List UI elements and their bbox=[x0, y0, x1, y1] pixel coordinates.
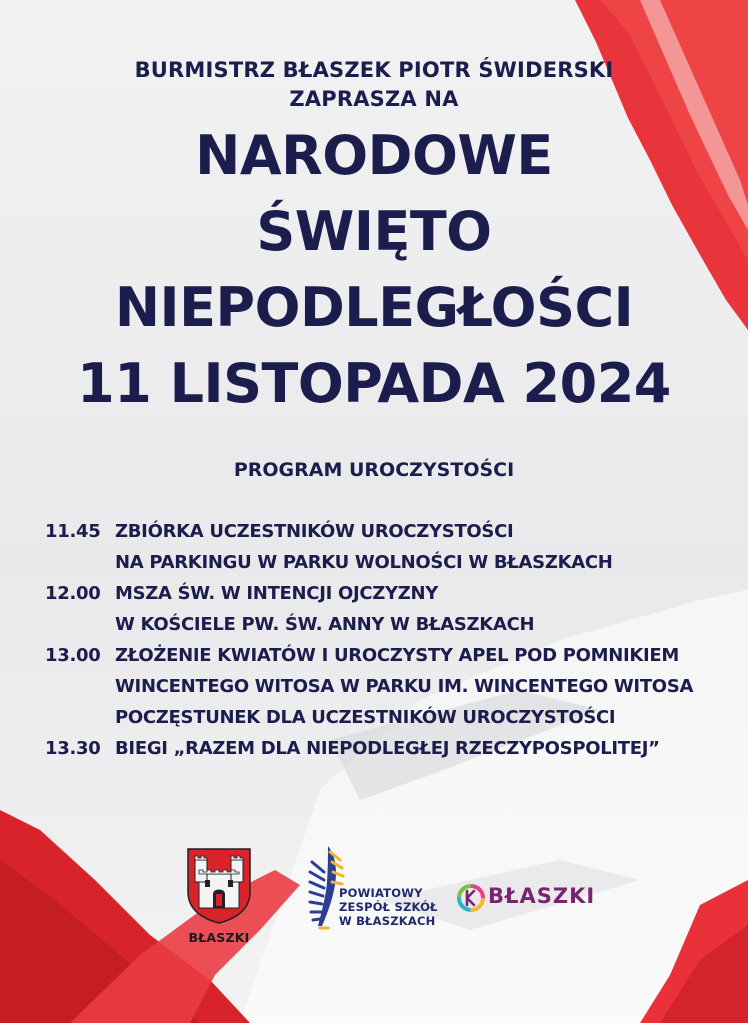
city-brand-name: BŁASZKI bbox=[488, 884, 596, 908]
program-heading: PROGRAM UROCZYSTOŚCI bbox=[233, 459, 515, 481]
school-line-1: POWIATOWY bbox=[339, 886, 423, 900]
organizer-invite: ZAPRASZA NA bbox=[289, 87, 459, 111]
entry-description bbox=[115, 578, 534, 640]
entry-line: BIEGI „RAZEM DLA NIEPODLEGŁEJ RZECZYPOSPOLITEJ” bbox=[115, 738, 660, 759]
schedule-entry bbox=[45, 640, 745, 733]
title-line-2: ŚWIĘTO bbox=[256, 200, 492, 263]
entry-line: MSZA ŚW. W INTENCJI OJCZYZNY bbox=[115, 583, 439, 604]
entry-line: ZBIÓRKA UCZESTNIKÓW UROCZYSTOŚCI bbox=[115, 521, 514, 542]
entry-time: 13.00 bbox=[45, 645, 101, 666]
entry-time: 11.45 bbox=[45, 521, 101, 542]
organizer-header bbox=[0, 56, 748, 114]
entry-description bbox=[115, 640, 693, 733]
entry-line: W KOŚCIELE PW. ŚW. ANNY W BŁASZKACH bbox=[115, 614, 535, 635]
crest-label: BŁASZKI bbox=[188, 930, 250, 945]
program-schedule bbox=[45, 516, 745, 764]
entry-description bbox=[115, 733, 660, 764]
entry-line: NA PARKINGU W PARKU WOLNOŚCI W BŁASZKACH bbox=[115, 552, 613, 573]
school-logo bbox=[306, 842, 456, 942]
entry-line: POCZĘSTUNEK DLA UCZESTNIKÓW UROCZYSTOŚCI bbox=[115, 707, 616, 728]
entry-line: ZŁOŻENIE KWIATÓW I UROCZYSTY APEL POD POMNIKIEM bbox=[115, 645, 680, 666]
schedule-entry bbox=[45, 578, 745, 640]
blaszki-crest-logo bbox=[182, 846, 256, 945]
title-line-1: NARODOWE bbox=[195, 124, 553, 187]
entry-line: WINCENTEGO WITOSA W PARKU IM. WINCENTEGO WITOSA bbox=[115, 676, 694, 697]
school-line-2: ZESPÓŁ SZKÓŁ bbox=[339, 900, 438, 914]
school-line-3: W BŁASZKACH bbox=[339, 914, 436, 928]
schedule-entry bbox=[45, 733, 745, 764]
title-line-3: NIEPODLEGŁOŚCI bbox=[114, 276, 634, 339]
organizer-name: BURMISTRZ BŁASZEK PIOTR ŚWIDERSKI bbox=[134, 58, 614, 82]
entry-time: 13.30 bbox=[45, 738, 101, 759]
event-title bbox=[0, 118, 748, 422]
school-name bbox=[339, 886, 438, 928]
entry-description bbox=[115, 516, 613, 578]
blaszki-city-logo bbox=[456, 880, 646, 916]
blaszki-coat-of-arms-icon bbox=[185, 846, 253, 924]
schedule-entry bbox=[45, 516, 745, 578]
blaszki-city-logo-icon bbox=[456, 883, 486, 913]
sponsor-logos bbox=[0, 840, 748, 950]
entry-time: 12.00 bbox=[45, 583, 101, 604]
event-date: 11 LISTOPADA 2024 bbox=[77, 352, 671, 415]
